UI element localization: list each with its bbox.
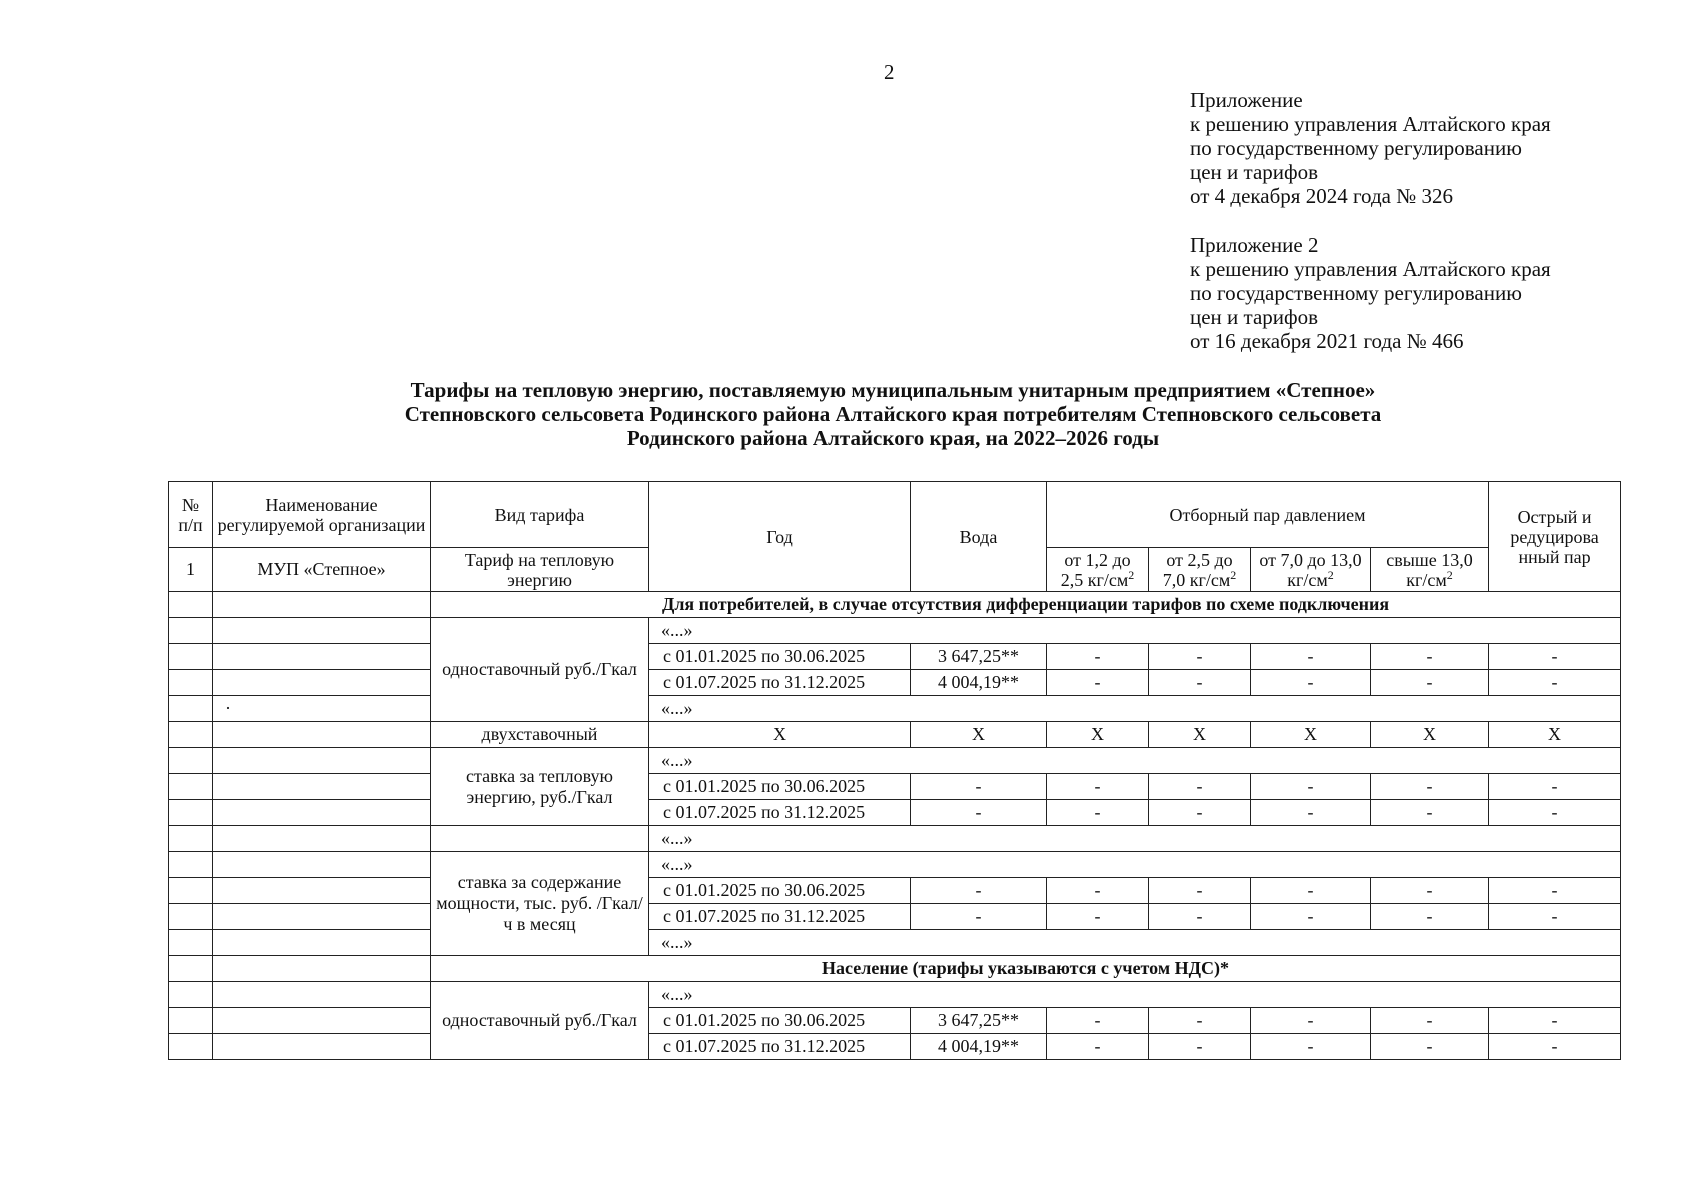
row1-organization: МУП «Степное» [213, 548, 431, 592]
stray-dot: · [213, 696, 431, 722]
label-capacity-rate: ставка за содержание мощности, тыс. руб. /Гкал/ч в месяц [431, 852, 649, 956]
row1-num: 1 [169, 548, 213, 592]
dash-cell: - [1489, 774, 1621, 800]
period-h1: с 01.01.2025 по 30.06.2025 [649, 1008, 911, 1034]
appendix-1-line: Приложение [1190, 88, 1303, 112]
period-h1: с 01.01.2025 по 30.06.2025 [649, 644, 911, 670]
appendix-1-line: по государственному регулированию [1190, 136, 1522, 160]
period-h1: с 01.01.2025 по 30.06.2025 [649, 878, 911, 904]
row1-tariff: Тариф на тепловую энергию [431, 548, 649, 592]
section-heading-consumers: Для потребителей, в случае отсутствия дифференциации тарифов по схеме подключения [431, 592, 1621, 618]
dash-cell: - [1047, 800, 1149, 826]
label-energy-rate: ставка за тепловую энергию, руб./Гкал [431, 748, 649, 826]
header-water: Вода [911, 482, 1047, 592]
dash-cell: - [1371, 644, 1489, 670]
header-steam: Отборный пар давлением [1047, 482, 1489, 548]
dash-cell: - [1251, 670, 1371, 696]
x-cell: X [1371, 722, 1489, 748]
appendix-1-block [1190, 88, 1551, 208]
value-single-h2: 4 004,19** [911, 670, 1047, 696]
ellipsis-cell: «...» [649, 982, 1621, 1008]
appendix-1-line: к решению управления Алтайского края [1190, 112, 1551, 136]
dash-cell: - [911, 878, 1047, 904]
dash-cell: - [1149, 878, 1251, 904]
period-h2: с 01.07.2025 по 31.12.2025 [649, 1034, 911, 1060]
dash-cell: - [1251, 1008, 1371, 1034]
dash-cell: - [1371, 904, 1489, 930]
header-year: Год [649, 482, 911, 592]
value-population-h1: 3 647,25** [911, 1008, 1047, 1034]
dash-cell: - [1149, 670, 1251, 696]
appendix-2-line: цен и тарифов [1190, 305, 1319, 329]
x-cell: X [1047, 722, 1149, 748]
dash-cell: - [1047, 1034, 1149, 1060]
dash-cell: - [911, 774, 1047, 800]
value-single-h1: 3 647,25** [911, 644, 1047, 670]
period-h2: с 01.07.2025 по 31.12.2025 [649, 800, 911, 826]
document-title [168, 378, 1618, 450]
dash-cell: - [1251, 904, 1371, 930]
x-cell: X [1251, 722, 1371, 748]
dash-cell: - [1149, 1008, 1251, 1034]
header-pressure-2: от 2,5 до 7,0 $кг/см^2$ [1149, 548, 1251, 592]
header-organization: Наименование регулируемой организации [213, 482, 431, 548]
dash-cell: - [1371, 1008, 1489, 1034]
dash-cell: - [1047, 644, 1149, 670]
header-pressure-4: свыше 13,0 $кг/см^2$ [1371, 548, 1489, 592]
title-line: Родинского района Алтайского края, на 2022–2026 годы [626, 426, 1160, 450]
dash-cell: - [1371, 774, 1489, 800]
dash-cell: - [1047, 774, 1149, 800]
appendix-2-line: к решению управления Алтайского края [1190, 257, 1551, 281]
dash-cell: - [1489, 1008, 1621, 1034]
period-h2: с 01.07.2025 по 31.12.2025 [649, 670, 911, 696]
x-cell: X [649, 722, 911, 748]
label-single-rate: одноставочный руб./Гкал [431, 618, 649, 722]
dash-cell: - [1489, 1034, 1621, 1060]
header-num: № п/п [169, 482, 213, 548]
x-cell: X [1489, 722, 1621, 748]
dash-cell: - [1149, 1034, 1251, 1060]
appendix-1-line: от 4 декабря 2024 года № 326 [1190, 184, 1453, 208]
dash-cell: - [1489, 644, 1621, 670]
section-heading-population: Население (тарифы указываются с учетом НДС)* [431, 956, 1621, 982]
dash-cell: - [1371, 1034, 1489, 1060]
dash-cell: - [1149, 644, 1251, 670]
header-sharp-steam: Острый и редуцирова нный пар [1489, 482, 1621, 592]
dash-cell: - [1489, 904, 1621, 930]
ellipsis-cell: «...» [649, 930, 1621, 956]
dash-cell: - [1251, 644, 1371, 670]
dash-cell: - [1251, 878, 1371, 904]
period-h2: с 01.07.2025 по 31.12.2025 [649, 904, 911, 930]
dash-cell: - [1251, 774, 1371, 800]
x-cell: X [1149, 722, 1251, 748]
dash-cell: - [1489, 670, 1621, 696]
page-number: 2 [884, 60, 895, 84]
label-two-rate: двухставочный [431, 722, 649, 748]
label-population-single-rate: одноставочный руб./Гкал [431, 982, 649, 1060]
dash-cell: - [911, 904, 1047, 930]
x-cell: X [911, 722, 1047, 748]
ellipsis-cell: «...» [649, 852, 1621, 878]
ellipsis-cell: «...» [649, 748, 1621, 774]
dash-cell: - [1371, 670, 1489, 696]
title-line: Тарифы на тепловую энергию, поставляемую муниципальным унитарным предприятием «Степное» [410, 378, 1376, 402]
title-line: Степновского сельсовета Родинского района Алтайского края потребителям Степновского сельсовета [404, 402, 1382, 426]
appendix-2-line: от 16 декабря 2021 года № 466 [1190, 329, 1464, 353]
value-population-h2: 4 004,19** [911, 1034, 1047, 1060]
ellipsis-cell: «...» [649, 826, 1621, 852]
dash-cell: - [1047, 904, 1149, 930]
header-pressure-1: от 1,2 до 2,5 $кг/см^2$ [1047, 548, 1149, 592]
header-tariff-type: Вид тарифа [431, 482, 649, 548]
appendix-2-block [1190, 233, 1551, 353]
period-h1: с 01.01.2025 по 30.06.2025 [649, 774, 911, 800]
dash-cell: - [1149, 800, 1251, 826]
dash-cell: - [1251, 800, 1371, 826]
dash-cell: - [1047, 878, 1149, 904]
header-pressure-3: от 7,0 до 13,0 $кг/см^2$ [1251, 548, 1371, 592]
appendix-2-line: по государственному регулированию [1190, 281, 1522, 305]
appendix-2-line: Приложение 2 [1190, 233, 1319, 257]
dash-cell: - [1047, 670, 1149, 696]
dash-cell: - [1371, 878, 1489, 904]
dash-cell: - [1149, 904, 1251, 930]
dash-cell: - [1371, 800, 1489, 826]
ellipsis-cell: «...» [649, 618, 1621, 644]
dash-cell: - [1489, 800, 1621, 826]
dash-cell: - [1489, 878, 1621, 904]
dash-cell: - [1047, 1008, 1149, 1034]
dash-cell: - [1251, 1034, 1371, 1060]
tariff-table [168, 481, 1621, 1060]
dash-cell: - [1149, 774, 1251, 800]
dash-cell: - [911, 800, 1047, 826]
ellipsis-cell: «...» [649, 696, 1621, 722]
appendix-1-line: цен и тарифов [1190, 160, 1319, 184]
